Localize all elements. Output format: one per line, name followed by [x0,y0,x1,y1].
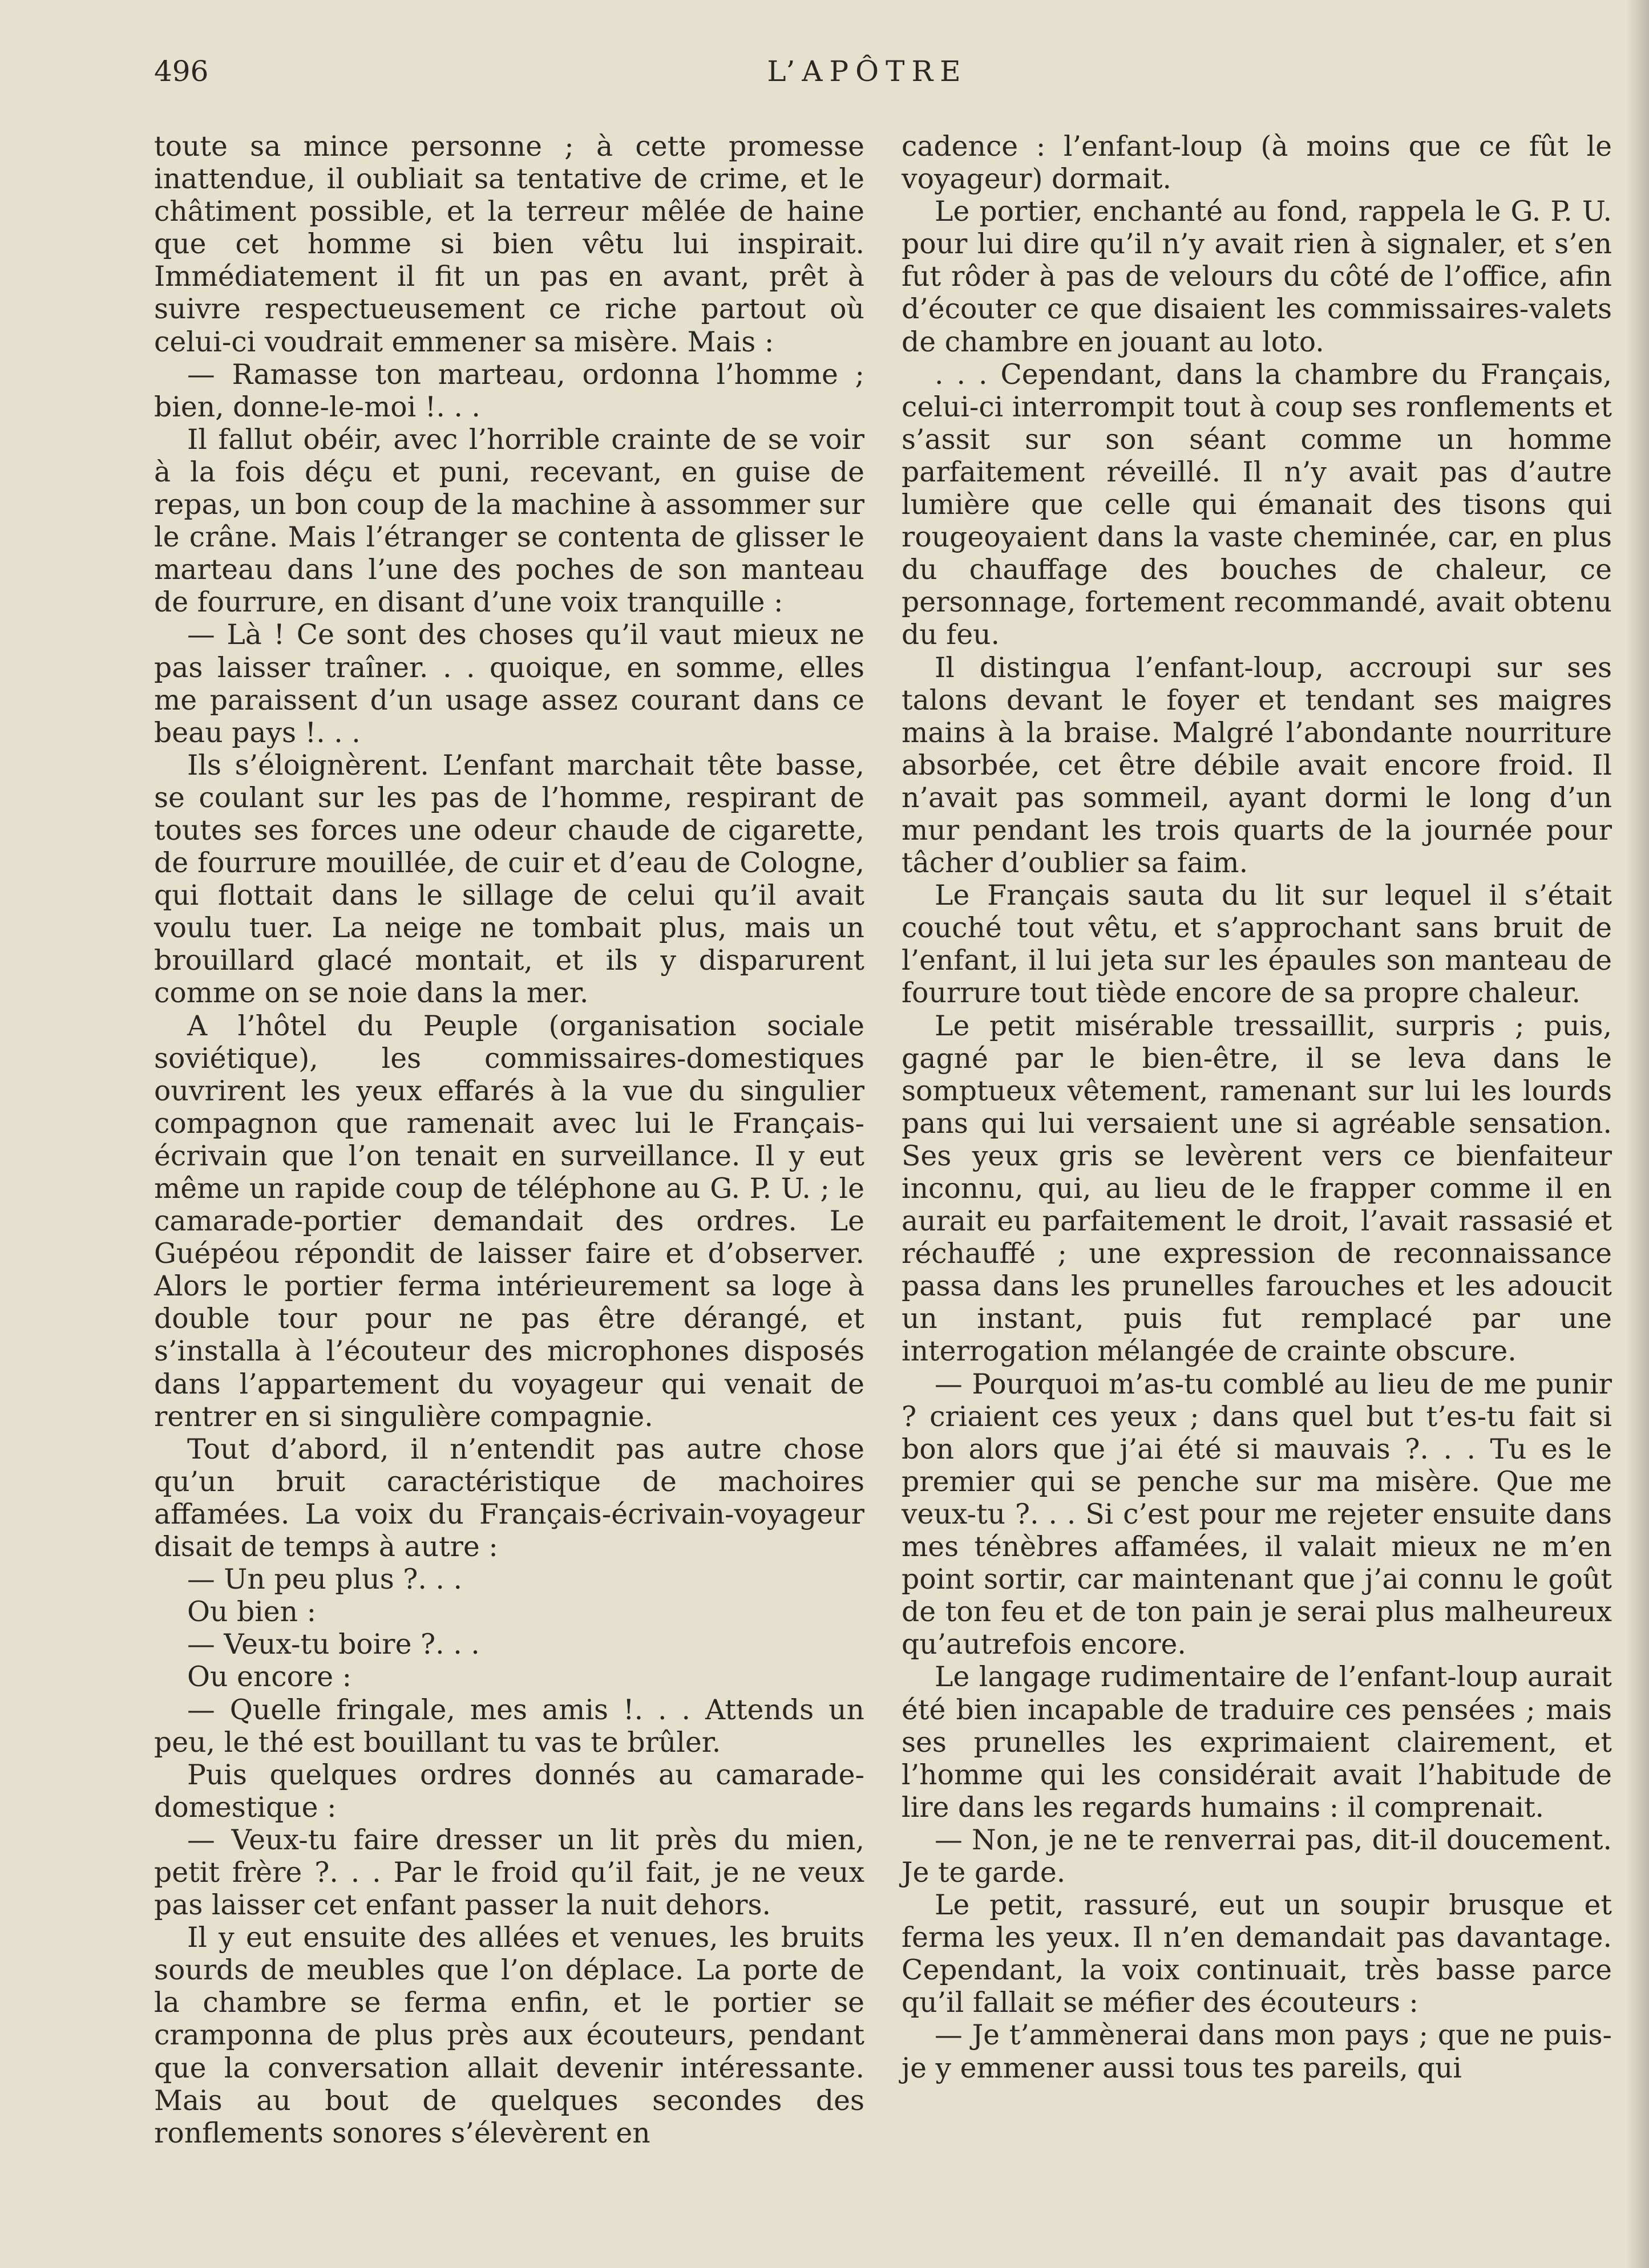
paragraph: Le petit misérable tressaillit, surpris ; puis, gagné par le bien-être, il se leva dans le somptueux vêtement, ramenant sur lui les lourds pans qui lui versaient une si agréable sensation. Ses yeux gris se levèrent vers ce bienfaiteur inconnu, qui, au lieu de le frapper comme il en aurait eu parfaitement le droit, l’avait rassasié et réchauffé ; une expression de reconnaissance passa dans les prunelles farouches et les adoucit un instant, puis fut remplacé par une interrogation mélangée de crainte obscure. [902,1009,1612,1368]
paragraph: A l’hôtel du Peuple (organisation sociale soviétique), les commissaires-domestiques ouvrirent les yeux effarés à la vue du singulier compagnon que ramenait avec lui le Français-écrivain que l’on tenait en surveillance. Il y eut même un rapide coup de téléphone au G. P. U. ; le camarade-portier demandait des ordres. Le Guépéou répondit de laisser faire et d’observer. Alors le portier ferma intérieurement sa loge à double tour pour ne pas être dérangé, et s’installa à l’écouteur des microphones disposés dans l’appartement du voyageur qui venait de rentrer en si singulière compagnie. [154,1009,864,1433]
paragraph: Le petit, rassuré, eut un soupir brusque et ferma les yeux. Il n’en demandait pas davantage. Cependant, la voix continuait, très basse parce qu’il fallait se méfier des écouteurs : [902,1889,1612,2019]
paragraph: . . . Cependant, dans la chambre du Français, celui-ci interrompit tout à coup ses ronflements et s’assit sur son séant comme un homme parfaitement réveillé. Il n’y avait pas d’autre lumière que celle qui émanait des tisons qui rougeoyaient dans la vaste cheminée, car, en plus du chauffage des bouches de chaleur, ce personnage, fortement recommandé, avait obtenu du feu. [902,358,1612,651]
paragraph: — Veux-tu boire ?. . . [187,1628,480,1661]
paragraph: — Je t’ammènerai dans mon pays ; que ne puis-je y emmener aussi tous tes pareils, qui [902,2019,1612,2084]
page-number: 496 [154,55,209,88]
paragraph: — Quelle fringale, mes amis !. . . Attends un peu, le thé est bouillant tu vas te brûler. [154,1693,864,1759]
paragraph: toute sa mince personne ; à cette promesse inattendue, il oubliait sa tentative de crime, et le châtiment possible, et la terreur mêlée de haine que cet homme si bien vêtu lui inspirait. Immédiatement il fit un pas en avant, prêt à suivre respectueusement ce riche partout où celui-ci voudrait emmener sa misère. Mais : [154,130,864,358]
page-header [154,55,1581,100]
page-edge-shadow [1626,0,1649,2268]
paragraph: Il y eut ensuite des allées et venues, les bruits sourds de meubles que l’on déplace. La porte de la chambre se ferma enfin, et le portier se cramponna de plus près aux écouteurs, pendant que la conversation allait devenir intéressante. Mais au bout de quelques secondes des ronflements sonores s’élevèrent en [154,1921,864,2149]
right-column [902,130,1612,2084]
paragraph: — Pourquoi m’as-tu comblé au lieu de me punir ? criaient ces yeux ; dans quel but t’es-tu fait si bon alors que j’ai été si mauvais ?. . . Tu es le premier qui se penche sur ma misère. Que me veux-tu ?. . . Si c’est pour me rejeter ensuite dans mes ténèbres affamées, il valait mieux ne m’en point sortir, car maintenant que j’ai connu le goût de ton feu et de ton pain je serai plus malheureux qu’autrefois encore. [902,1367,1612,1661]
paragraph: Ils s’éloignèrent. L’enfant marchait tête basse, se coulant sur les pas de l’homme, respirant de toutes ses forces une odeur chaude de cigarette, de fourrure mouillée, de cuir et d’eau de Cologne, qui flottait dans le sillage de celui qu’il avait voulu tuer. La neige ne tombait plus, mais un brouillard glacé montait, et ils y disparurent comme on se noie dans la mer. [154,748,864,1010]
paragraph: Ou encore : [187,1660,352,1694]
paragraph: Ou bien : [187,1595,317,1629]
paragraph: cadence : l’enfant-loup (à moins que ce fût le voyageur) dormait. [902,130,1612,196]
paragraph: — Non, je ne te renverrai pas, dit-il doucement. Je te garde. [902,1823,1612,1889]
paragraph: Le langage rudimentaire de l’enfant-loup aurait été bien incapable de traduire ces pensées ; mais ses prunelles les exprimaient clairement, et l’homme qui les considérait avait l’habitude de lire dans les regards humains : il comprenait. [902,1660,1612,1824]
paragraph: — Un peu plus ?. . . [187,1563,462,1596]
left-column [154,130,864,2149]
paragraph: — Veux-tu faire dresser un lit près du mien, petit frère ?. . . Par le froid qu’il fait, je ne veux pas laisser cet enfant passer la nuit dehors. [154,1823,864,1922]
running-title: L’APÔTRE [767,55,968,88]
paragraph: Il fallut obéir, avec l’horrible crainte de se voir à la fois déçu et puni, recevant, en guise de repas, un bon coup de la machine à assommer sur le crâne. Mais l’étranger se contenta de glisser le marteau dans l’une des poches de son manteau de fourrure, en disant d’une voix tranquille : [154,423,864,619]
paragraph: — Ramasse ton marteau, ordonna l’homme ; bien, donne-le-moi !. . . [154,358,864,423]
paragraph: Il distingua l’enfant-loup, accroupi sur ses talons devant le foyer et tendant ses maigres mains à la braise. Malgré l’abondante nourriture absorbée, cet être débile avait encore froid. Il n’avait pas sommeil, ayant dormi le long d’un mur pendant les trois quarts de la journée pour tâcher d’oublier sa faim. [902,651,1612,880]
paragraph: Tout d’abord, il n’entendit pas autre chose qu’un bruit caractéristique de machoires affamées. La voix du Français-écrivain-voyageur disait de temps à autre : [154,1432,864,1564]
paragraph: — Là ! Ce sont des choses qu’il vaut mieux ne pas laisser traîner. . . quoique, en somme, elles me paraissent d’un usage assez courant dans ce beau pays !. . . [154,618,864,749]
paragraph: Puis quelques ordres donnés au camarade-domestique : [154,1758,864,1824]
paragraph: Le portier, enchanté au fond, rappela le G. P. U. pour lui dire qu’il n’y avait rien à signaler, et s’en fut rôder à pas de velours du côté de l’office, afin d’écouter ce que disaient les commissaires-valets de chambre en jouant au loto. [902,195,1612,358]
paragraph: Le Français sauta du lit sur lequel il s’était couché tout vêtu, et s’approchant sans bruit de l’enfant, il lui jeta sur les épaules son manteau de fourrure tout tiède encore de sa propre chaleur. [902,879,1612,1010]
